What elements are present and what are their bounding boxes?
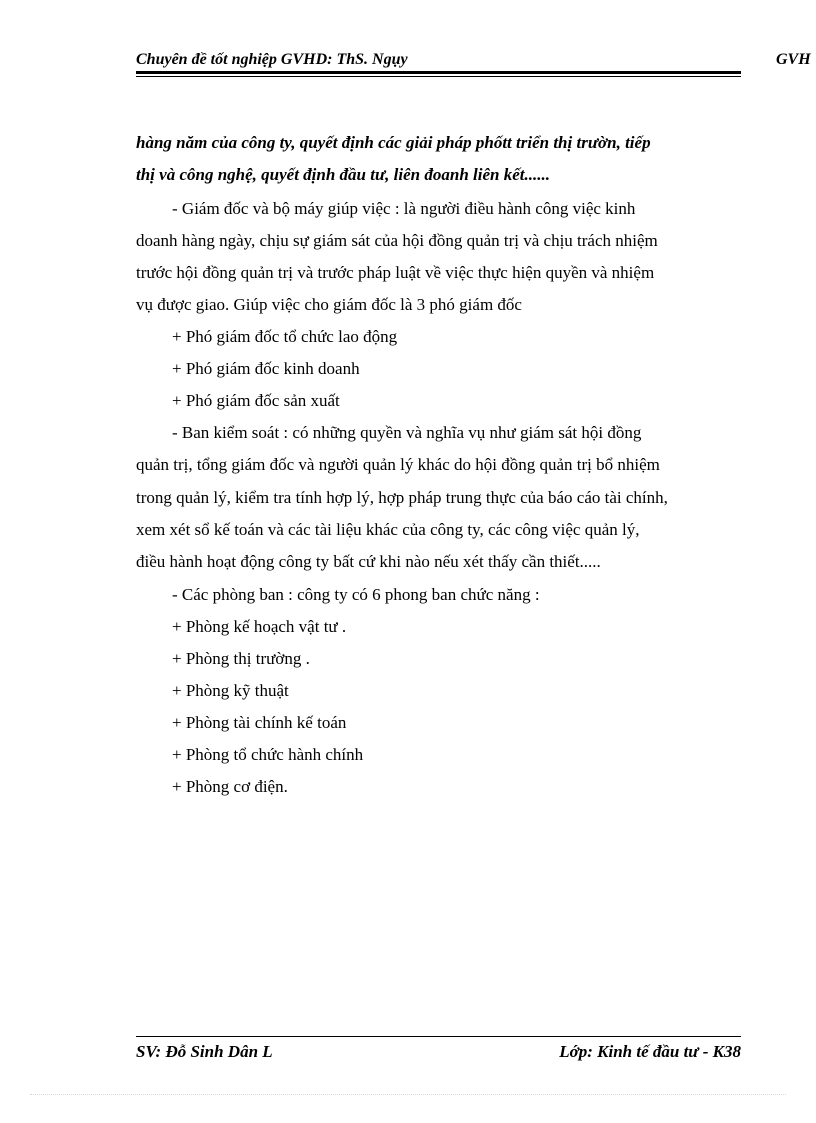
list-item: + Phòng cơ điện. <box>172 777 288 796</box>
list-item: + Phó giám đốc kinh doanh <box>172 359 360 378</box>
header-rule <box>136 71 741 74</box>
header-right-text: GVH <box>776 51 811 68</box>
list-item: + Phòng tài chính kế toán <box>172 713 347 732</box>
paragraph-line: vụ được giao. Giúp việc cho giám đốc là 3 phó giám đốc <box>136 295 522 314</box>
paragraph-line: doanh hàng ngày, chịu sự giám sát của hội đồng quản trị và chịu trách nhiệm <box>136 231 658 250</box>
paragraph-line: hàng năm của công ty, quyết định các giải pháp phốtt triển thị trườn, tiếp <box>136 133 651 152</box>
header-title: Chuyên đề tốt nghiệp GVHD: ThS. Ngụy <box>136 51 408 68</box>
footer-class: Lớp: Kinh tế đầu tư - K38 <box>559 1042 741 1061</box>
list-item: + Phòng tổ chức hành chính <box>172 745 364 764</box>
paragraph-line: - Ban kiểm soát : có những quyền và nghĩa vụ như giám sát hội đồng <box>172 423 642 442</box>
list-item: + Phòng thị trường . <box>172 649 310 668</box>
paragraph-line: thị và công nghệ, quyết định đầu tư, liên đoanh liên kết...... <box>136 165 550 184</box>
paragraph-line: quản trị, tổng giám đốc và người quản lý khác do hội đồng quản trị bổ nhiệm <box>136 455 660 474</box>
paragraph-line: - Giám đốc và bộ máy giúp việc : là người điều hành công việc kinh <box>172 199 636 218</box>
page-bottom-divider <box>30 1094 786 1095</box>
list-item: + Phòng kỹ thuật <box>172 681 289 700</box>
header-rule-thin <box>136 76 741 77</box>
list-item: + Phó giám đốc tổ chức lao động <box>172 327 398 346</box>
paragraph-line: trong quản lý, kiểm tra tính hợp lý, hợp pháp trung thực của báo cáo tài chính, <box>136 488 668 507</box>
paragraph-line: xem xét sổ kế toán và các tài liệu khác của công ty, các công việc quản lý, <box>136 520 640 539</box>
list-item: + Phó giám đốc sản xuất <box>172 391 340 410</box>
list-item: + Phòng kế hoạch vật tư . <box>172 617 347 636</box>
paragraph-line: - Các phòng ban : công ty có 6 phong ban chức năng : <box>172 585 540 604</box>
footer-rule <box>136 1036 741 1037</box>
footer-student: SV: Đỗ Sinh Dân L <box>136 1042 273 1061</box>
paragraph-line: điều hành hoạt động công ty bất cứ khi nào nếu xét thấy cần thiết..... <box>136 552 601 571</box>
paragraph-line: trước hội đồng quản trị và trước pháp luật về việc thực hiện quyền và nhiệm <box>136 263 655 282</box>
